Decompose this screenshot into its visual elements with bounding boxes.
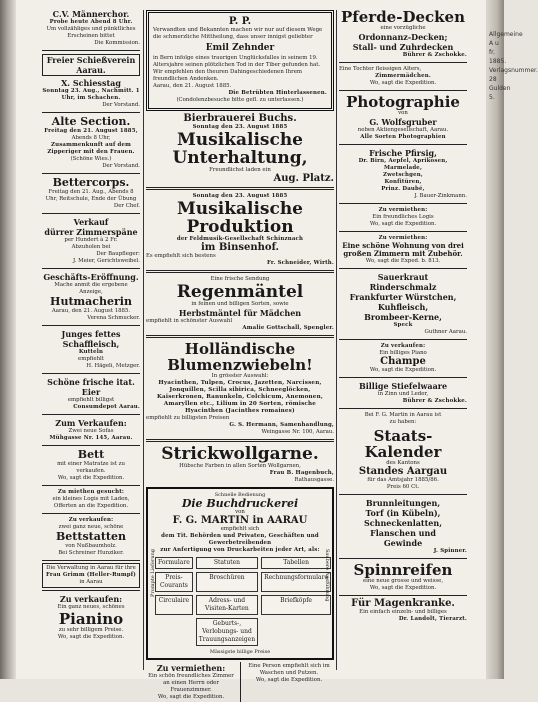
- notice-text: Verwandten und Bekannten machen wir nur auf diesem Wege die schmerzliche Mittheilung, dass unser innigst geliebter: [153, 27, 323, 40]
- side-label-left: Prompte Lieferung: [150, 549, 156, 597]
- ad-text: Mühgasse Nr. 145, Aarau.: [49, 435, 133, 441]
- ad-text: Freitag den 21. Aug., Abends 8 Uhr, Reitschule, Ende der Übung: [45, 189, 137, 202]
- ad-text: Marmelade,: [383, 165, 423, 171]
- column-rule: [143, 10, 144, 670]
- ad-text: Zwei neue Sofas: [68, 428, 114, 434]
- right-edge-text: Allgemeine A u fr. 1885. Verlagsnummer. 28 Gulden 5.: [489, 31, 538, 101]
- ad-sign: Frau B. Hagenbuch,: [269, 470, 334, 476]
- ad-text: Aarau, den 21. August 1885.: [51, 308, 131, 314]
- ad-sign: Bührer & Zschokke.: [402, 398, 467, 404]
- ad-footer: Mässigste billige Preise: [209, 648, 271, 655]
- ad-sign: Amalie Gottschall, Spengler.: [242, 325, 334, 331]
- ad-text: empfiehlt: [78, 356, 104, 362]
- ad-sign: Aug. Platz.: [273, 173, 334, 184]
- print-item-box: Preis-Courants: [155, 572, 193, 592]
- bottom-row: [146, 662, 334, 702]
- ad-text: Konfitüren,: [384, 179, 422, 185]
- ad-title: Zu vermiethen:: [156, 663, 226, 673]
- ad-title: Alte Section.: [51, 115, 131, 128]
- ad-zum-verkaufen: [42, 417, 140, 443]
- ad-title: Brunnleitungen,: [365, 498, 441, 508]
- ad-sign: Dr. Landolt, Tierarzt.: [398, 616, 467, 622]
- ad-title: Kuhfleisch,: [377, 302, 429, 312]
- ad-magenkranke: [339, 598, 467, 624]
- ad-bettercorps: [42, 176, 140, 211]
- ad-title: Ordonnanz-Decken;: [358, 32, 448, 42]
- print-item-box: Geburts-, Verlobungs- und Trauungsanzeigen: [196, 618, 258, 646]
- ad-text: in Zinn und Leder,: [377, 391, 429, 397]
- ad-text: der Feldmusik-Gesellschaft Schinznach: [176, 236, 304, 242]
- ad-text: Zwetschgen,: [383, 172, 423, 178]
- ad-text: in Aarau: [79, 579, 103, 585]
- ad-text: empfiehlt zu billigsten Preisen: [146, 415, 230, 421]
- ad-title: im Binsenhof.: [200, 242, 279, 253]
- ad-text: Kutteln: [78, 349, 104, 355]
- ad-title: Junges fettes Schaffleisch,: [61, 329, 121, 349]
- ad-text: Speck: [393, 322, 413, 328]
- ad-text: empfiehlt in schönster Auswahl: [146, 318, 233, 324]
- ad-text: Freitag den 21. August 1885,: [44, 128, 138, 134]
- ad-text: Ein ganz neues, schönes: [57, 604, 125, 610]
- ad-sign: Consumdepot Aarau.: [73, 404, 140, 410]
- ad-spinnreifen: [339, 561, 467, 593]
- print-item-box: Statuten: [196, 557, 258, 569]
- ad-title: Schöne frische itat. Eier: [47, 377, 135, 397]
- ad-text: Eine Person empfiehlt sich im Waschen und Putzen.: [248, 663, 330, 676]
- ad-title: Geschäfts-Eröffnung.: [43, 272, 139, 282]
- ad-title: Verkauf: [73, 217, 109, 227]
- ad-title: Sauerkraut: [377, 272, 429, 282]
- ad-text: Weingasse Nr. 100, Aarau.: [261, 429, 334, 435]
- ad-text: Ein freundliches Logis: [372, 214, 434, 220]
- ad-title: Standes Aargau: [358, 466, 448, 477]
- ad-pianino: [42, 593, 140, 642]
- ad-title: Bettercorps.: [52, 176, 130, 189]
- ad-bett: [42, 448, 140, 483]
- ad-zu-miethen: [42, 488, 140, 511]
- ad-maennerchor: [42, 8, 140, 48]
- ad-text: Hyacinthen, Tulpen, Crocus, Jazetten, Narcissen, Jonquillen, Scilla sibirica, Schneeglöcken, Kaiserkronen, Ranunkeln, Colchicum, Anemonen, Amaryllen etc., Lilium in 20 Sorten, römische Hyacinthen (Jacinthes romaines): [157, 380, 323, 414]
- ad-title: F. G. MARTIN in AARAU: [172, 514, 308, 526]
- ad-text: des Kantons: [386, 460, 420, 466]
- print-item-box: Broschüren: [196, 572, 258, 592]
- ad-title: Torf (in Kübeln),: [365, 508, 441, 518]
- notice-date: Aarau, den 21. August 1885.: [153, 83, 232, 89]
- ad-text: von Nußbaumholz.: [65, 543, 117, 549]
- ad-text: Wo, sagt die Expedition.: [369, 80, 437, 86]
- ad-zimmerspaene: [42, 216, 140, 266]
- ad-musik-produktion: [146, 192, 334, 268]
- ad-text: zu haben:: [389, 419, 417, 425]
- ad-title: Flanschen und: [370, 528, 436, 538]
- ad-text: Um vollzähliges und pünktliches Erscheinen bittet: [46, 26, 136, 39]
- ad-bettstatten: [42, 516, 140, 558]
- ad-text: neben Aktiengesellschaft, Aarau.: [357, 127, 449, 133]
- ad-eier: [42, 376, 140, 412]
- ad-bierbrauerei-buchs: [146, 113, 334, 185]
- ad-pferde-decken: [339, 8, 467, 60]
- ad-title: Schneckenlatten,: [364, 518, 442, 528]
- ad-sign: J. Spinner.: [433, 548, 467, 554]
- ad-text: Eine Tochter fleissigen Alters,: [339, 66, 422, 72]
- ad-regenmaentel: [146, 275, 334, 333]
- ad-title: Hutmacherin: [50, 295, 132, 308]
- ad-text: Mache anmit die ergebene Anzeige,: [54, 282, 128, 295]
- ad-title: Zum Verkaufen:: [55, 418, 127, 428]
- ad-text: von: [398, 110, 408, 116]
- ad-text: in feinen und billigen Sorten, sowie: [191, 301, 289, 307]
- ad-text: Sonntag den 23. August 1885: [192, 124, 288, 130]
- ad-sign: Der Vorstand.: [102, 163, 140, 169]
- ad-zimmer: [146, 662, 236, 702]
- ad-text: Wo, sagt die Expedition.: [57, 634, 125, 640]
- column-left: [42, 8, 140, 670]
- print-item-box: Circulaire: [155, 595, 193, 615]
- ad-text: Rathausgasse.: [294, 477, 334, 483]
- ad-text: Sonntag den 23. August 1885: [192, 193, 288, 199]
- ad-text: dem Tit. Behörden und Privaten, Geschäften und Gewerbetreibenden: [161, 532, 319, 546]
- ad-text: per Hundert à 2 Fr.: [64, 237, 118, 243]
- ad-title: Musikalische Unterhaltung,: [172, 130, 308, 168]
- notice-name: Emil Zehnder: [205, 43, 275, 53]
- ad-text: Ein billiges Piano: [379, 350, 427, 356]
- ad-title: Brombeer-Kerne,: [364, 312, 442, 322]
- notice-text: in Bern infolge eines traurigen Unglücksfalles in seinem 19. Altersjahre seinen plötzlichen Tod in der Tiber gefunden hat. Wir empfehlen den theuren Dahingeschiedenen Ihrem freundlichen Andenken.: [153, 55, 321, 82]
- ad-text: Bei F. G. Martin in Aarau ist: [364, 412, 442, 418]
- print-item-box: Rechnungsformulare: [261, 572, 331, 592]
- ad-title: C.V. Männerchor.: [52, 9, 130, 19]
- ad-title: Strickwollgarne.: [161, 444, 319, 464]
- ad-title: Billige Stiefelwaare: [358, 381, 448, 391]
- ad-text: Alle Sorten Photographien: [360, 134, 446, 140]
- print-item-box: Formulare: [155, 557, 193, 569]
- ad-sign: Guthner Aarau.: [424, 329, 467, 335]
- ad-alte-section: [42, 115, 140, 171]
- ad-title: Rinderschmalz: [369, 282, 437, 292]
- ad-title: X. Schiesstag: [61, 78, 121, 88]
- ad-text: zwei ganz neue, schöne: [58, 524, 124, 530]
- ad-text: Wo, sagt die Expedition.: [369, 367, 437, 373]
- ad-text: zur Anfertigung von Druckarbeiten jeder Art, als:: [160, 546, 320, 553]
- ad-title: Bettstatten: [55, 530, 127, 543]
- ad-text: zu sehr billigem Preise.: [58, 627, 124, 633]
- ad-buchdruckerei: [146, 487, 334, 660]
- ad-sign: Fr. Schneider, Wirth.: [266, 260, 334, 266]
- ad-text: Probe heute Abend 8 Uhr.: [49, 19, 133, 25]
- print-item-box: Adress- und Visiten-Karten: [196, 595, 258, 615]
- ad-header: Schnelle Bedienung: [214, 492, 266, 498]
- ad-sign: J. Meier, Gerichtsweibel.: [72, 258, 140, 264]
- ad-title: Photographie: [346, 93, 460, 111]
- ad-text: Wo, sagt die Expedition.: [57, 475, 125, 481]
- ad-stiefelwaare: [339, 380, 467, 406]
- ad-text: Prinz. Daubé,: [381, 186, 425, 192]
- ad-text: Wo, sagt die Expedition.: [369, 221, 437, 227]
- ad-title: Zu vermiethen:: [378, 207, 428, 213]
- ad-sign: J. Bauer-Zinkmann.: [414, 193, 467, 199]
- ad-title: Bierbrauerei Buchs.: [183, 113, 297, 124]
- ad-blumenzwiebeln: [146, 340, 334, 437]
- ad-piano: [339, 342, 467, 375]
- ad-title: Spinnreifen: [353, 561, 453, 579]
- ad-staats-kalender: [339, 427, 467, 492]
- death-notice: [146, 10, 334, 111]
- ad-title: Zu verkaufen:: [380, 343, 426, 349]
- ad-schiesstag: [42, 77, 140, 110]
- ad-title: Pianino: [58, 610, 124, 628]
- ad-text: Abzuholen bei: [71, 244, 111, 250]
- ad-sign: Die Kommission.: [94, 40, 140, 46]
- ad-geschaefts-eroeffnung: [42, 271, 140, 323]
- column-rule: [336, 10, 337, 670]
- ad-title: Die Buchdruckerei: [181, 496, 299, 510]
- ad-title: Herbstmäntel für Mädchen: [178, 308, 302, 318]
- ad-title: Frankfurter Würstchen,: [349, 292, 457, 302]
- ad-text: für das Amtsjahr 1885/86.: [367, 477, 439, 483]
- ad-logis: [339, 206, 467, 229]
- ad-waschen: [240, 662, 334, 702]
- ad-text: Hübsche Farben in allen Sorten Wollgarnen,: [179, 463, 301, 469]
- ad-text: ein kleines Logis mit Laden,: [52, 496, 130, 502]
- ad-title: Gewinde: [383, 538, 423, 548]
- ad-title: dürrer Zimmerspäne: [44, 227, 138, 237]
- column-middle: [146, 8, 334, 700]
- ad-title: Champe: [380, 356, 426, 367]
- ad-title: Zu miethen gesucht:: [57, 489, 125, 495]
- ad-sign: Bührer & Zschokke.: [402, 52, 467, 58]
- ad-title: G. Wolfsgruber: [369, 117, 437, 127]
- ad-text: Freundlichst laden ein: [209, 167, 271, 173]
- ad-text: Dr. Birn, Aepfel, Aprikosen,: [358, 158, 448, 164]
- ad-title: Für Magenkranke.: [351, 598, 455, 609]
- ad-title: Musikalische Produktion: [176, 199, 303, 237]
- ad-text: Die Verwaltung in Aarau für ihre: [46, 565, 136, 571]
- ad-text: von: [235, 508, 245, 515]
- ad-schiessverein: [42, 53, 140, 77]
- print-item-box: Tabellen: [261, 557, 331, 569]
- ad-title: Holländische Blumenzwiebeln!: [167, 340, 313, 374]
- side-label-right: Saubere Ausführung: [324, 549, 330, 602]
- ad-title: Frische Pfirsig,: [369, 148, 437, 158]
- ad-text: Wo, sagt die Expedition.: [255, 677, 323, 683]
- ad-title: Pferde-Decken: [341, 8, 465, 26]
- ad-title: Regenmäntel: [176, 282, 304, 302]
- ad-title: Freier Schießverein Aarau.: [42, 54, 140, 76]
- ad-title: Zu vermiethen:: [378, 235, 428, 241]
- ad-text: Offerten an die Expedition.: [53, 503, 129, 509]
- ad-pfirsig: [339, 147, 467, 201]
- ad-text: Preis 60 Ct.: [386, 484, 420, 490]
- ad-text: Zimmermädchen.: [375, 73, 431, 79]
- ad-text: empfiehlt billigst: [67, 397, 115, 403]
- ad-strickwollgarne: [146, 444, 334, 485]
- ad-text: Frau Grimm (Heller-Rumpf): [45, 572, 137, 578]
- ad-sign: G. S. Hermann, Samenhandlung,: [229, 422, 334, 428]
- right-page-edge: [486, 0, 538, 679]
- ad-text: (Schöne Wies.): [70, 156, 112, 162]
- ad-sauerkraut: [339, 271, 467, 337]
- ad-verwaltung: [42, 563, 140, 588]
- ad-text: eine vorzügliche: [380, 25, 426, 31]
- ad-text: Wo, sagt die Expedition.: [157, 694, 225, 700]
- ad-title: Bett: [77, 448, 105, 461]
- ad-text: eine neue grosse und weisse,: [362, 578, 444, 584]
- ad-schaffleisch: [42, 328, 140, 371]
- ad-title: Stall- und Zuhrdecken: [352, 42, 454, 52]
- ad-title: Staats-Kalender: [364, 427, 442, 461]
- ad-text: Wo, sagt die Expedition.: [369, 585, 437, 591]
- ad-text: In grösster Auswahl:: [211, 373, 269, 379]
- ad-sign: Verena Schmucker.: [87, 315, 140, 321]
- ad-text: Ein einfach einzeln- und billiges: [359, 609, 447, 615]
- ad-text: Eine schöne Wohnung von drei großen Zimmern mit Zubehör.: [342, 241, 464, 258]
- notice-sign: Die Betrübten Hinterlassenen.: [228, 90, 327, 96]
- ad-text: Eine frische Sendung: [210, 276, 270, 282]
- ad-martin-notice: [339, 411, 467, 427]
- ad-text: Ein schön freundliches Zimmer an einen Herrn oder Frauenzimmer.: [148, 673, 234, 693]
- ad-text: Bei Schreiner Hunziker.: [58, 550, 124, 556]
- ad-text: Zusammenkunft auf dem Zipperiger mit den Frauen.: [47, 142, 135, 155]
- ad-text: Sonntag 23. Aug., Nachmitt. 1 Uhr, im Schachen.: [42, 88, 140, 101]
- ad-text: empfiehlt sich: [220, 525, 260, 532]
- ad-text: Wo, sagt die Exped. b. 813.: [365, 258, 441, 264]
- ad-sign: Der Chef.: [113, 203, 140, 209]
- ad-photographie: [339, 93, 467, 142]
- column-right: [339, 8, 467, 670]
- ad-title: Zu verkaufen:: [59, 594, 123, 604]
- ad-text: Es empfiehlt sich bestens: [146, 253, 216, 259]
- ad-text: Der Baupfleger:: [96, 251, 140, 257]
- ad-sign: H. Hägeli, Metzger.: [86, 363, 140, 369]
- notice-title: P. P.: [228, 16, 252, 27]
- ad-brunnleitungen: [339, 497, 467, 556]
- ad-text: mit einer Matratze ist zu verkaufen.: [57, 461, 125, 474]
- print-item-box: Briefköpfe: [261, 595, 331, 615]
- ad-tochter: [339, 65, 467, 88]
- ad-title: Zu verkaufen:: [68, 517, 114, 523]
- ad-sign: Der Vorstand.: [102, 102, 140, 108]
- ad-text: Abends 8 Uhr,: [71, 135, 111, 141]
- ad-wohnung: [339, 234, 467, 266]
- book-gutter: [0, 0, 16, 679]
- notice-footer: (Condolenzbesuche bitte gefl. zu unterlassen.): [176, 97, 304, 103]
